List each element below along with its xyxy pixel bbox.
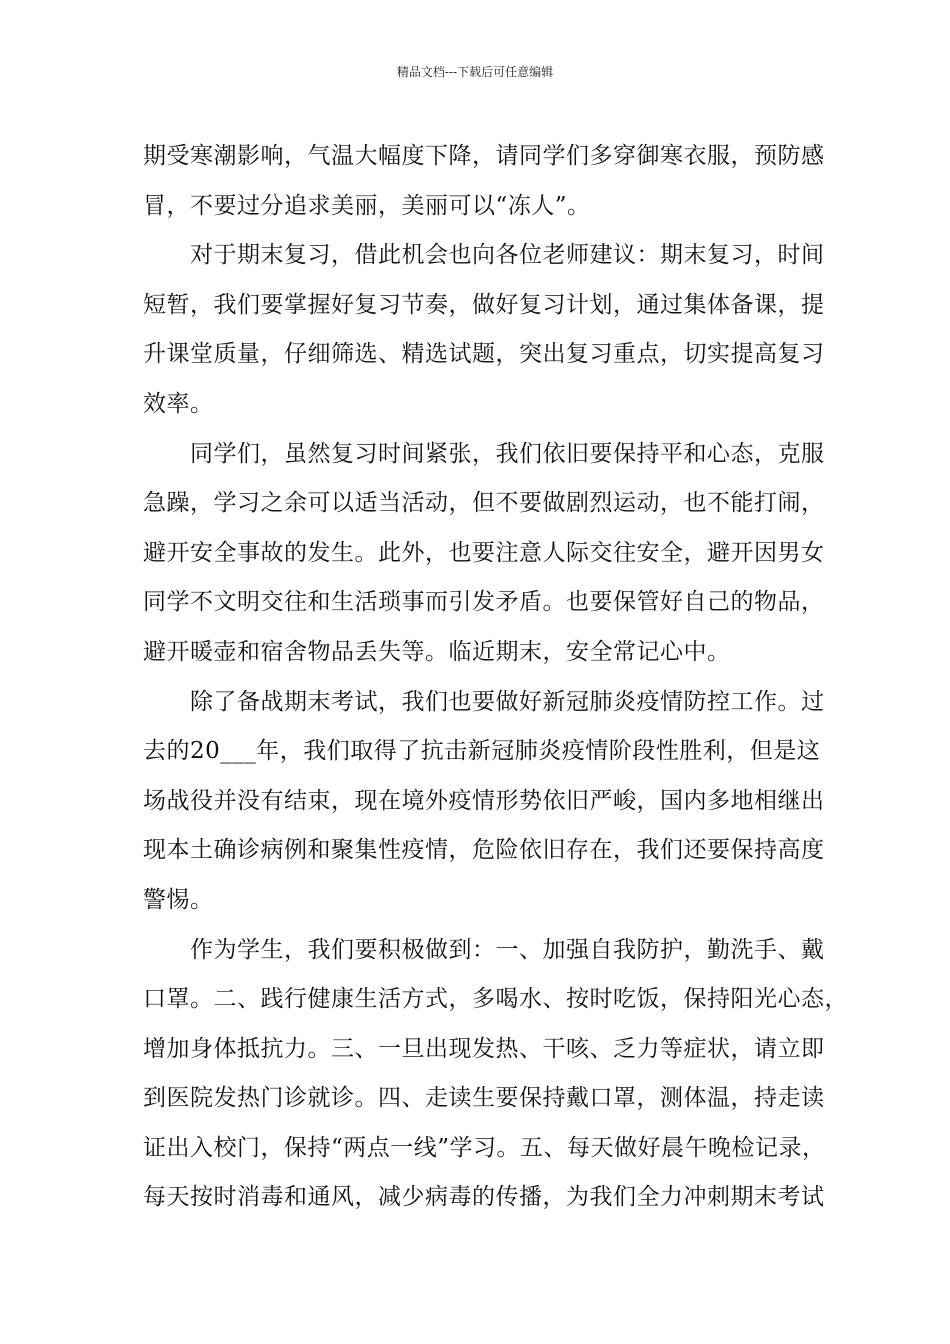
text-line: 增加身体抵抗力。三、一旦出现发热、干咳、乏力等症状，请立即 [143, 1035, 825, 1062]
text-line: 冒，不要过分追求美丽，美丽可以“冻人”。 [143, 192, 591, 219]
text-line: 效率。 [143, 390, 214, 417]
text-line: 警惕。 [143, 886, 214, 913]
text-line: 现本土确诊病例和聚集性疫情，危险依旧存在，我们还要保持高度 [143, 837, 825, 864]
paragraph-start-line: 对于期末复习，借此机会也向各位老师建议：期末复习，时间 [190, 242, 825, 269]
text-line: 期受寒潮影响，气温大幅度下降，请同学们多穿御寒衣服，预防感 [143, 143, 825, 169]
text-line: 证出入校门，保持“两点一线”学习。五、每天做好晨午晚检记录， [143, 1134, 826, 1161]
text-line: 避开安全事故的发生。此外，也要注意人际交往安全，避开因男女 [143, 539, 825, 566]
text-line: 短暂，我们要掌握好复习节奏，做好复习计划，通过集体备课，提 [143, 291, 825, 318]
text-line: 去的20___年，我们取得了抗击新冠肺炎疫情阶段性胜利，但是这 [143, 738, 821, 765]
text-line: 口罩。二、践行健康生活方式，多喝水、按时吃饭，保持阳光心态， [143, 986, 848, 1013]
paragraph-start-line: 作为学生，我们要积极做到：一、加强自我防护，勤洗手、戴 [190, 936, 825, 963]
text-line: 同学不文明交往和生活琐事而引发矛盾。也要保管好自己的物品， [143, 589, 825, 616]
text-line: 场战役并没有结束，现在境外疫情形势依旧严峻，国内多地相继出 [143, 787, 825, 814]
text-line: 每天按时消毒和通风，减少病毒的传播，为我们全力冲刺期末考试 [143, 1184, 825, 1211]
paragraph-start-line: 同学们，虽然复习时间紧张，我们依旧要保持平和心态，克服 [190, 440, 825, 467]
text-line: 升课堂质量，仔细筛选、精选试题，突出复习重点，切实提高复习 [143, 341, 825, 368]
paragraph-start-line: 除了备战期末考试，我们也要做好新冠肺炎疫情防控工作。过 [190, 688, 825, 715]
text-line: 急躁，学习之余可以适当活动，但不要做剧烈运动，也不能打闹， [143, 490, 825, 517]
document-body [143, 132, 848, 1223]
page-header: 精品文档---下载后可任意编辑 [396, 65, 554, 79]
text-line: 避开暖壶和宿舍物品丢失等。临近期末，安全常记心中。 [143, 638, 731, 665]
text-line: 到医院发热门诊就诊。四、走读生要保持戴口罩，测体温，持走读 [143, 1085, 825, 1112]
